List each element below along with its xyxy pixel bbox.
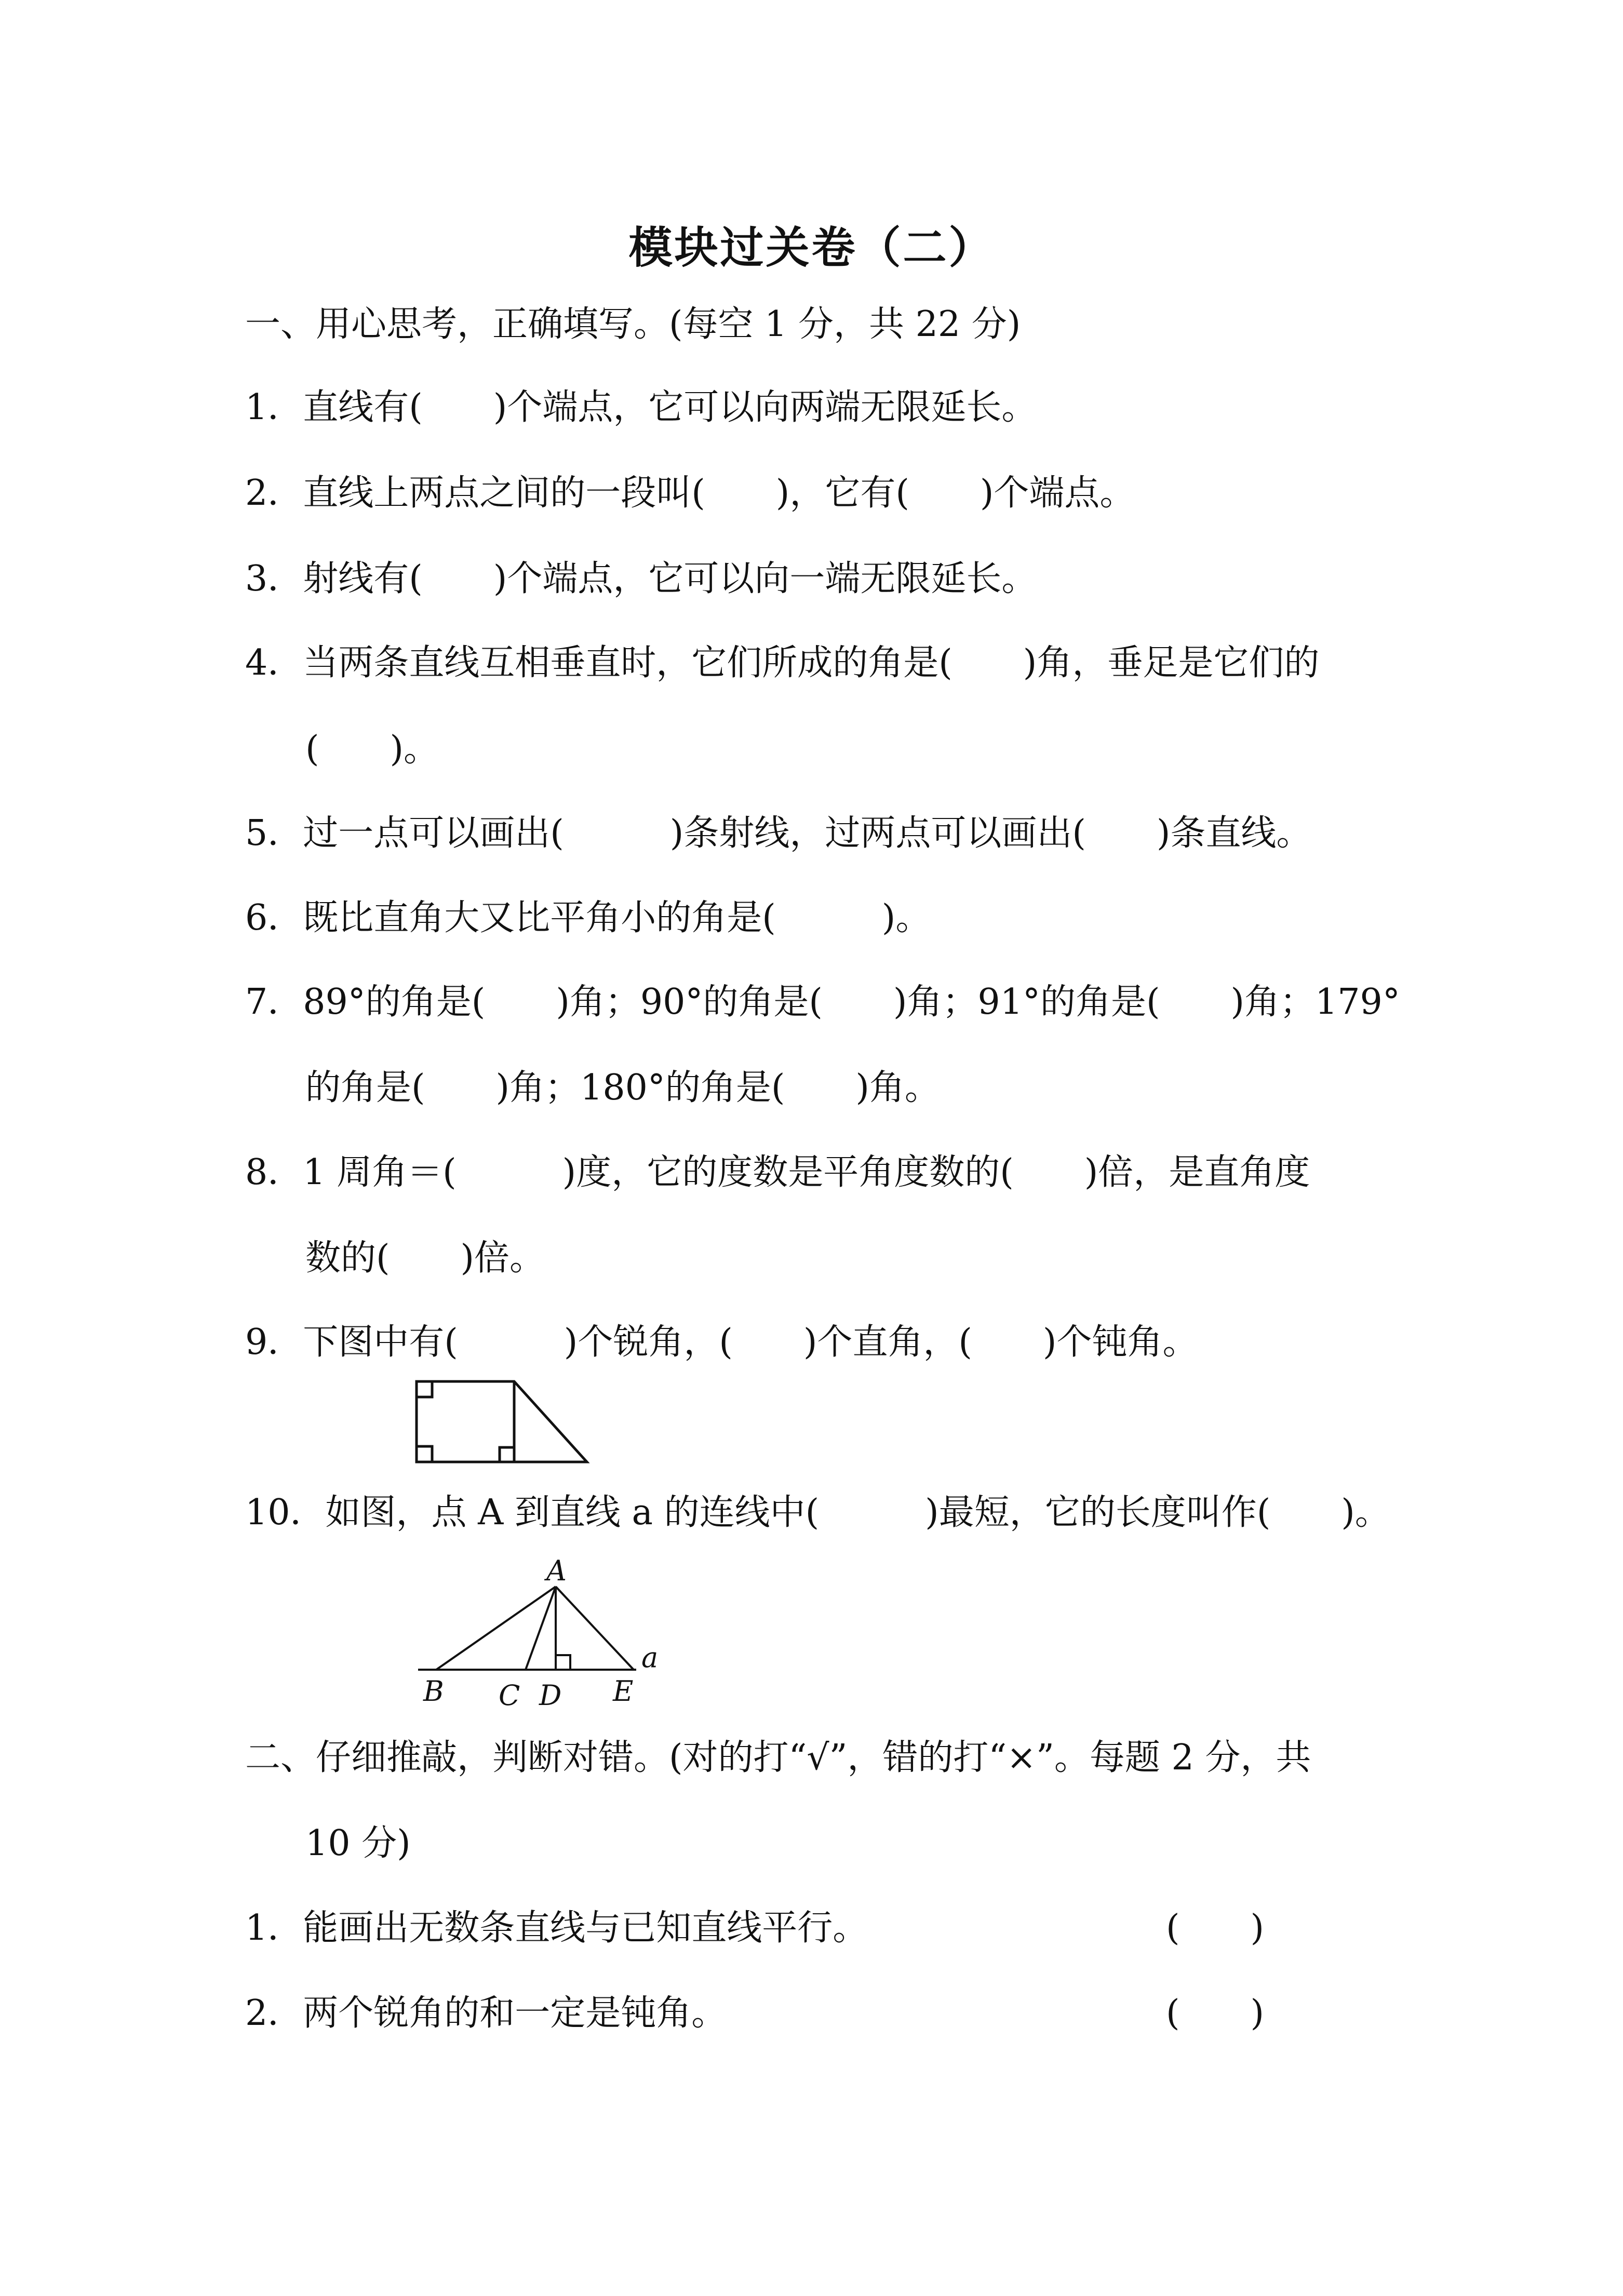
question-1-9: 9．下图中有( )个锐角，( )个直角，( )个钝角。	[245, 1322, 1198, 1363]
right-angle-mark-bottom-left	[417, 1446, 432, 1462]
figure-q9	[405, 1376, 602, 1475]
segment-AB	[436, 1587, 556, 1670]
page-title: 模块过关卷（二）	[628, 222, 995, 273]
question-1-4-line2: ( )。	[305, 729, 439, 770]
right-angle-mark-top-left	[417, 1381, 432, 1397]
right-angle-mark-D	[556, 1655, 570, 1670]
label-E: E	[613, 1675, 634, 1708]
section2-heading-line2: 10 分)	[305, 1823, 411, 1864]
question-2-1: 1．能画出无数条直线与已知直线平行。	[245, 1908, 868, 1949]
question-1-2: 2．直线上两点之间的一段叫( )，它有( )个端点。	[245, 473, 1135, 514]
label-D: D	[539, 1679, 562, 1712]
question-1-10: 10．如图，点 A 到直线 a 的连线中( )最短，它的长度叫作( )。	[245, 1492, 1390, 1533]
segment-AE	[556, 1587, 634, 1670]
question-1-1: 1．直线有( )个端点，它可以向两端无限延长。	[245, 387, 1037, 428]
answer-blank-2-2[interactable]: ( )	[1166, 1993, 1265, 2034]
right-angle-mark-bottom-middle	[500, 1447, 514, 1462]
question-1-4-line1: 4．当两条直线互相垂直时，它们所成的角是( )角，垂足是它们的	[245, 642, 1320, 683]
question-1-3: 3．射线有( )个端点，它可以向一端无限延长。	[245, 558, 1037, 599]
question-1-8-line1: 8．1 周角＝( )度，它的度数是平角度数的( )倍，是直角度	[245, 1152, 1310, 1193]
label-B: B	[423, 1675, 444, 1708]
answer-blank-2-1[interactable]: ( )	[1166, 1908, 1265, 1949]
figure-q10	[405, 1550, 696, 1716]
segment-AC	[526, 1587, 556, 1670]
question-2-2: 2．两个锐角的和一定是钝角。	[245, 1993, 727, 2034]
label-a: a	[641, 1641, 659, 1674]
question-1-7-line1: 7．89°的角是( )角；90°的角是( )角；91°的角是( )角；179°	[245, 982, 1400, 1023]
label-A: A	[546, 1554, 567, 1587]
section1-heading: 一、用心思考，正确填写。(每空 1 分，共 22 分)	[245, 304, 1021, 345]
label-C: C	[499, 1679, 520, 1712]
section2-heading-line1: 二、仔细推敲，判断对错。(对的打“√”，错的打“×”。每题 2 分，共	[245, 1737, 1311, 1778]
figure-q9-outline	[417, 1381, 587, 1462]
question-1-6: 6．既比直角大又比平角小的角是( )。	[245, 897, 931, 938]
question-1-5: 5．过一点可以画出( )条射线，过两点可以画出( )条直线。	[245, 813, 1312, 854]
question-1-8-line2: 数的( )倍。	[305, 1238, 545, 1279]
question-1-7-line2: 的角是( )角；180°的角是( )角。	[305, 1067, 940, 1108]
